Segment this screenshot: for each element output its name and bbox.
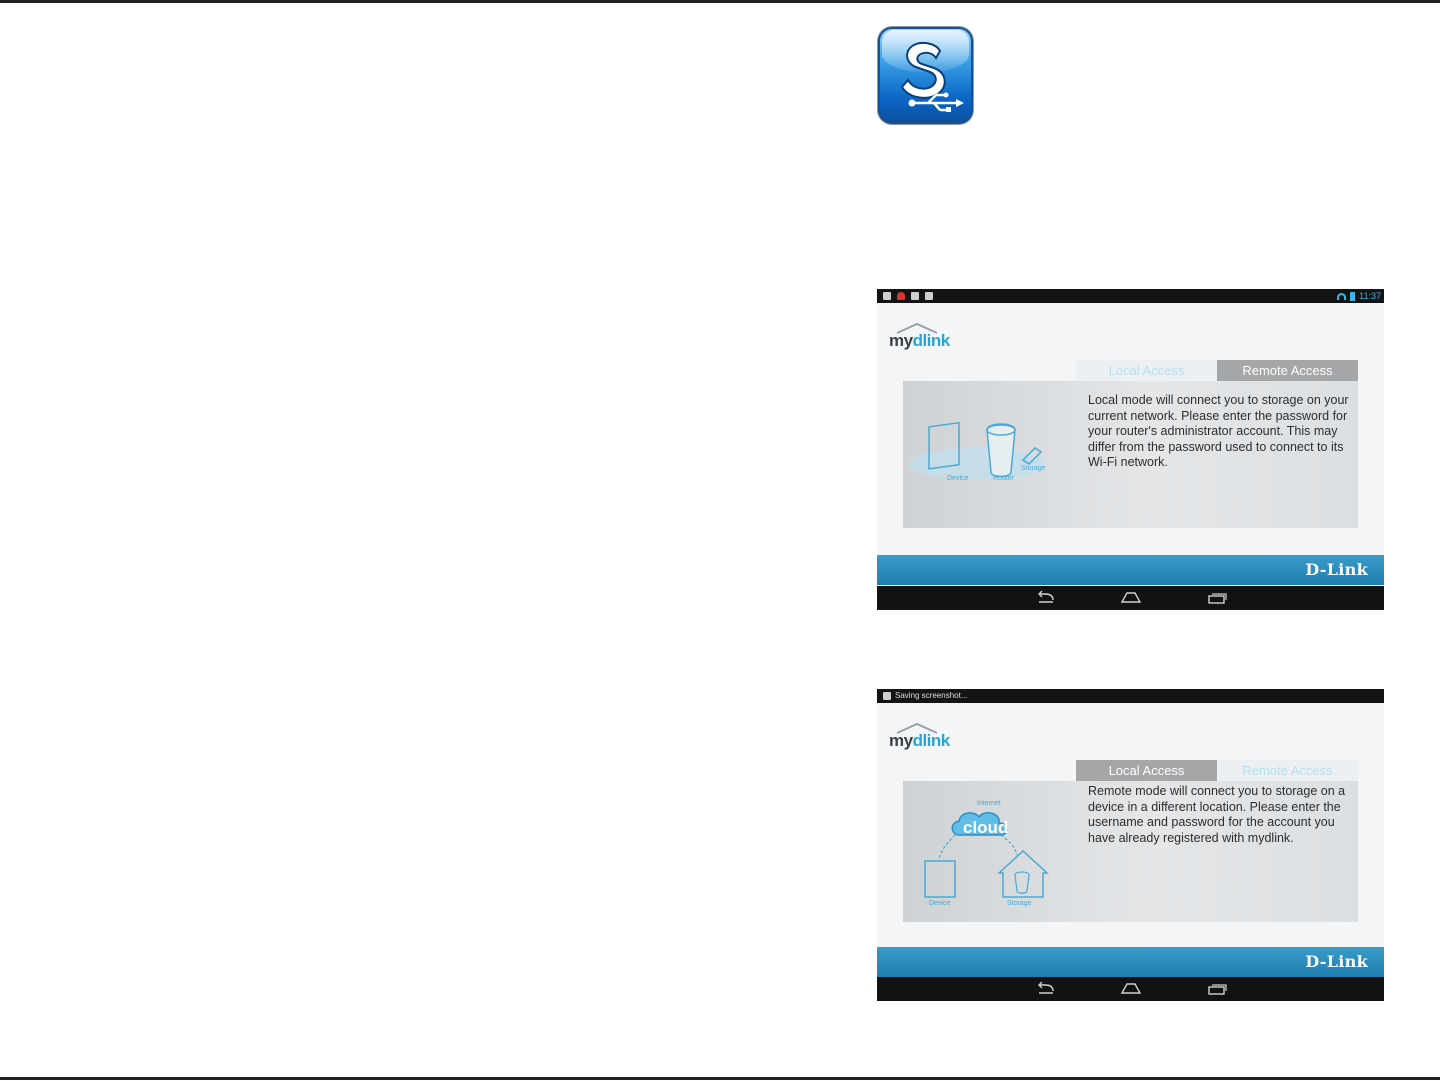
dlink-brand: D-Link: [1305, 560, 1368, 579]
tab-local-access[interactable]: Local Access: [1076, 360, 1217, 381]
label-storage: Storage: [1007, 900, 1032, 907]
local-mode-description: Local mode will connect you to storage on your current network. Please enter the password for your router's administrator account. This may differ from the password used to connect to its Wi-Fi network.: [1088, 393, 1349, 469]
battery-icon: [1350, 292, 1355, 301]
gallery-icon: [883, 292, 891, 300]
remote-network-illustration: [907, 789, 1077, 909]
notification-icons: [883, 692, 891, 700]
local-network-illustration: [907, 414, 1067, 484]
status-bar: [877, 289, 1384, 303]
back-icon[interactable]: [1035, 981, 1057, 997]
status-bar: [877, 689, 1384, 703]
storage-app-icon[interactable]: [878, 27, 973, 124]
label-storage: Storage: [1021, 465, 1046, 472]
tab-remote-access[interactable]: Remote Access: [1217, 360, 1358, 381]
label-cloud: cloud: [963, 818, 1009, 837]
top-rule: [0, 0, 1440, 3]
mydlink-logo: [889, 322, 959, 352]
mydlink-logo: [889, 722, 959, 752]
media-icon: [925, 292, 933, 300]
logo-dlink: dlink: [912, 331, 950, 350]
recents-icon[interactable]: [1206, 590, 1228, 606]
bottom-rule: [0, 1077, 1440, 1080]
logo-my: my: [889, 731, 913, 750]
dlink-brand: D-Link: [1305, 952, 1368, 971]
label-router: Router: [993, 475, 1015, 482]
status-right: [1337, 290, 1381, 302]
label-internet: Internet: [977, 800, 1001, 807]
status-notification-text: Saving screenshot...: [895, 691, 968, 700]
notification-icons: [883, 292, 933, 300]
home-icon[interactable]: [1120, 981, 1142, 997]
screenshot-local-access: [877, 289, 1384, 610]
tab-local-access[interactable]: Local Access: [1076, 760, 1217, 781]
logo-my: my: [889, 331, 913, 350]
menu-icon: [911, 292, 919, 300]
screenshot-remote-access: [877, 689, 1384, 1001]
gallery-icon: [883, 692, 891, 700]
tab-remote-access[interactable]: Remote Access: [1217, 760, 1358, 781]
home-icon[interactable]: [1120, 590, 1142, 606]
status-time: 11:37: [1359, 291, 1381, 301]
wifi-icon: [1337, 293, 1346, 300]
label-device: Device: [929, 900, 951, 907]
android-nav-bar: [877, 977, 1384, 1001]
brand-footer: [877, 947, 1384, 977]
label-device: Device: [947, 475, 969, 482]
logo-dlink: dlink: [912, 731, 950, 750]
back-icon[interactable]: [1035, 590, 1057, 606]
alert-icon: [897, 292, 905, 300]
remote-mode-description: Remote mode will connect you to storage on a device in a different location. Please enter the username and password for the account you have already registered with mydlink.: [1088, 784, 1346, 845]
brand-footer: [877, 555, 1384, 585]
recents-icon[interactable]: [1206, 981, 1228, 997]
android-nav-bar: [877, 586, 1384, 610]
s-usb-icon: [878, 27, 973, 124]
